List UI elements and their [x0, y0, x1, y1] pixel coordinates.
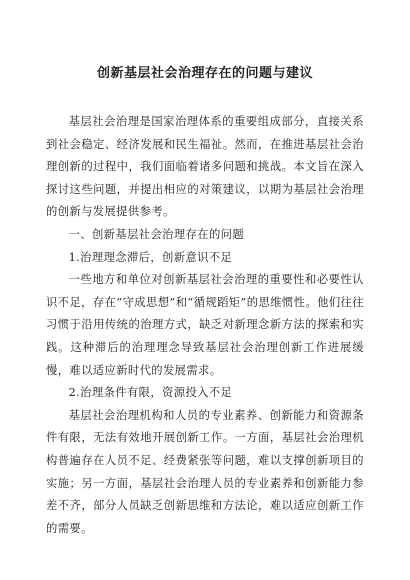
document-title: 创新基层社会治理存在的问题与建议 — [96, 66, 313, 81]
paragraph-resources: 基层社会治理机构和人员的专业素养、创新能力和资源条件有限，无法有效地开展创新工作。一方面，基层社会治理机构普遍存在人员不足、经费紧张等问题，难以支撑创新项目的实施；另一方面，基层社会治理人员的专业素养和创新能力参差不齐，部分人员缺乏创新思维和方法论，难以适应创新工作的需要。 — [46, 408, 364, 535]
paragraph-concept: 一些地方和单位对创新基层社会治理的重要性和必要性认识不足，存在“守成思想”和“循规蹈矩”的思维惯性。他们往往习惯于沿用传统的治理方式，缺乏对新理念新方法的探索和实践。这种滞后的治理理念导致基层社会治理创新工作进展缓慢，难以适应新时代的发展需求。 — [46, 273, 364, 377]
subheading-concept: 1.治理理念滞后，创新意识不足 — [68, 250, 233, 264]
intro-paragraph: 基层社会治理是国家治理体系的重要组成部分，直接关系到社会稳定、经济发展和民生福祉。然而，在推进基层社会治理创新的过程中，我们面临着诸多问题和挑战。本文旨在深入探讨这些问题，并提出相应的对策建议，以期为基层社会治理的创新与发展提供参考。 — [46, 115, 364, 219]
subheading-resources: 2.治理条件有限，资源投入不足 — [68, 386, 233, 400]
section-heading-problems: 一、创新基层社会治理存在的问题 — [68, 227, 245, 241]
